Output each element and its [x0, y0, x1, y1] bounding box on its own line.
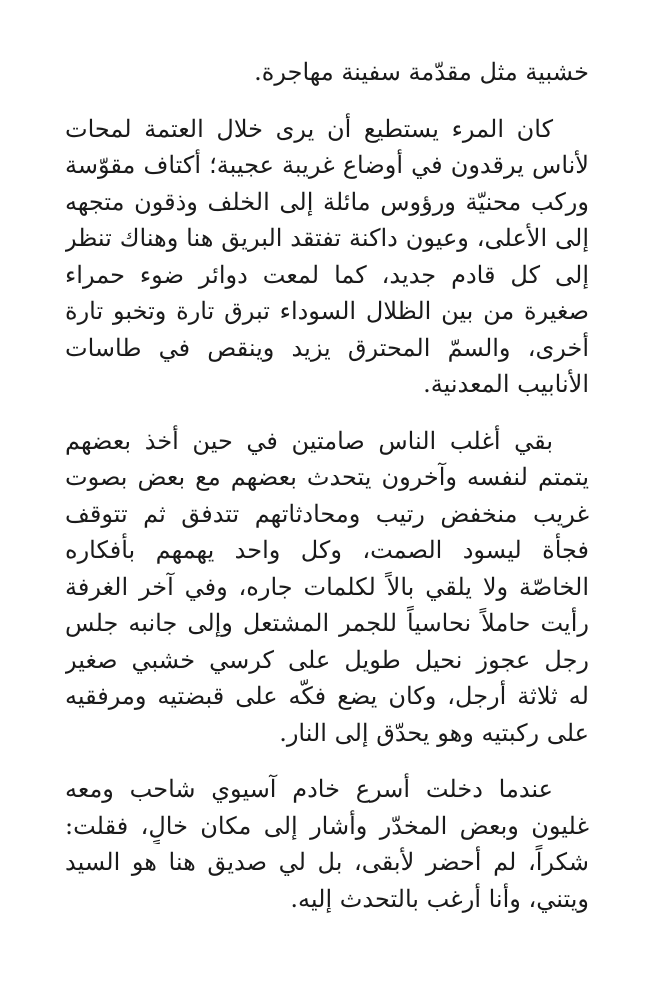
paragraph-gap [65, 751, 589, 771]
paragraph-gap [65, 91, 589, 111]
text-line: خشبية مثل مقدّمة سفينة مهاجرة. [254, 58, 589, 86]
text-line: الخاصّة ولا يلقي بالاً لكلمات جاره، وفي آخر الغرفة [65, 572, 589, 601]
text-line: الأنابيب المعدنية. [423, 370, 589, 398]
text-line: إلى كل قادم جديد، كما لمعت دوائر ضوء حمراء [65, 260, 589, 289]
text-line: له ثلاثة أرجل، وكان يضع فكّه على قبضتيه ومرفقيه [65, 682, 589, 710]
text-line: وركب محنيّة ورؤوس مائلة إلى الخلف وذقون متجهه [65, 187, 589, 216]
text-line: لأناس يرقدون في أوضاع غريبة عجيبة؛ أكتاف مقوّسة [65, 151, 589, 179]
text-line: شكراً، لم أحضر لأبقى، بل لي صديق هنا هو السيد [65, 848, 589, 876]
paragraph-4 [65, 771, 589, 917]
text-line: إلى الأعلى، وعيون داكنة تفتقد البريق هنا وهناك تنظر [65, 224, 589, 252]
text-line: فجأة ليسود الصمت، وكل واحد يهمهم بأفكاره [65, 536, 589, 564]
text-line: ويتني، وأنا أرغب بالتحدث إليه. [290, 884, 589, 913]
text-line: يتمتم لنفسه وآخرون يتحدث بعضهم مع بعض بصوت [65, 463, 589, 491]
text-line: بقي أغلب الناس صامتين في حين أخذ بعضهم [65, 426, 553, 455]
paragraph-1 [65, 54, 589, 91]
text-line: رجل عجوز نحيل طويل على كرسي خشبي صغير [65, 645, 589, 674]
text-line: رأيت حاملاً نحاسياً للجمر المشتعل وإلى جانبه جلس [65, 609, 589, 637]
paragraph-gap [65, 403, 589, 423]
paragraph-3 [65, 423, 589, 752]
text-line: صغيرة من بين الظلال السوداء تبرق تارة وتخبو تارة [65, 297, 589, 325]
text-line: أخرى، والسمّ المحترق يزيد وينقص في طاسات [65, 333, 589, 362]
text-line: غليون وبعض المخدّر وأشار إلى مكان خالٍ، فقلت: [65, 811, 589, 840]
paragraph-2 [65, 111, 589, 403]
text-line: على ركبتيه وهو يحدّق إلى النار. [279, 718, 589, 747]
text-line: كان المرء يستطيع أن يرى خلال العتمة لمحات [65, 114, 553, 143]
text-line: غريب منخفض رتيب ومحادثاتهم تتدفق ثم تتوقف [65, 499, 589, 528]
text-line: عندما دخلت أسرع خادم آسيوي شاحب ومعه [65, 775, 553, 803]
